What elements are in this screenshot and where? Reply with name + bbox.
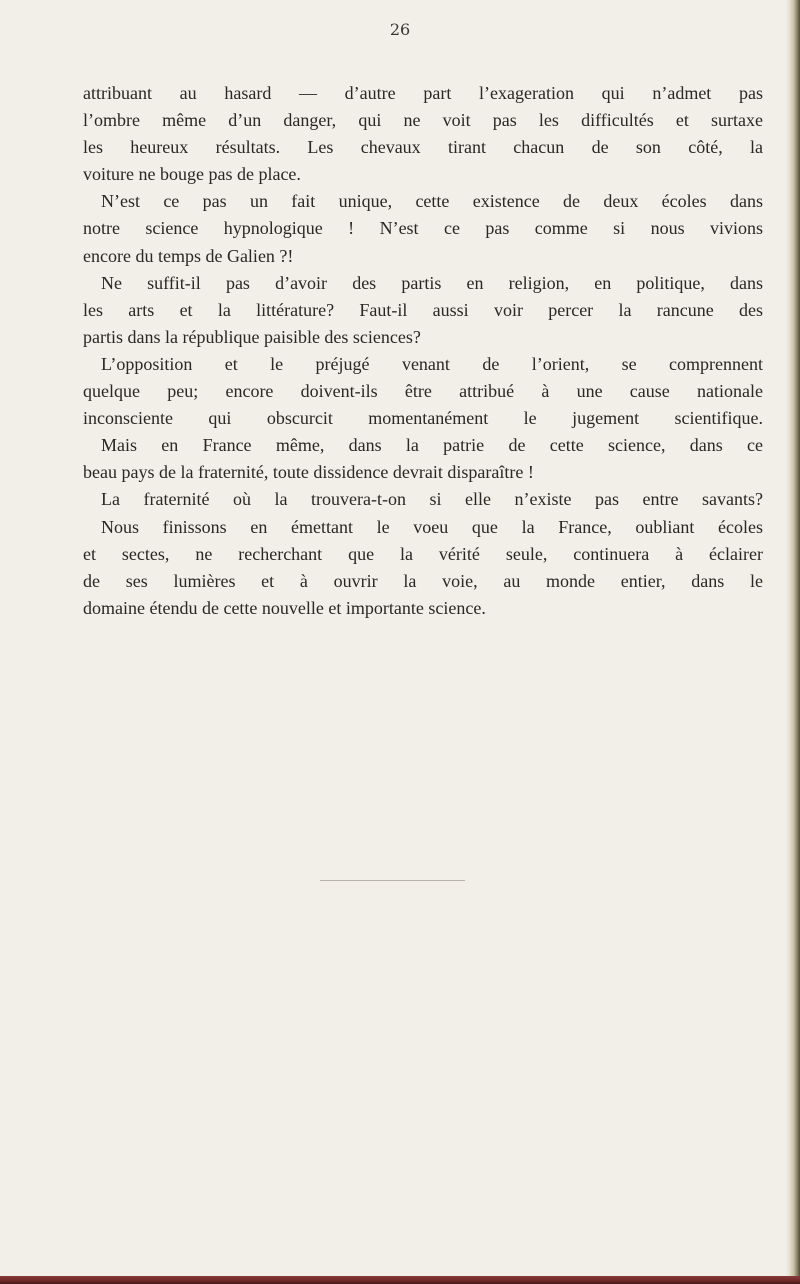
text-line: Nous finissons en émettant le voeu que la France, oubliant écoles xyxy=(101,516,763,537)
text-line: notre science hypnologique ! N’est ce pas comme si nous vivions xyxy=(83,218,763,239)
text-line: L’opposition et le préjugé venant de l’orient, se comprennent xyxy=(101,353,763,374)
text-line: beau pays de la fraternité, toute dissidence devrait disparaître ! xyxy=(83,462,534,483)
page-number: 26 xyxy=(389,20,411,39)
page-bottom-edge xyxy=(0,1276,800,1284)
divider-rule xyxy=(320,880,465,881)
text-line: les arts et la littérature? Faut-il aussi voir percer la rancune des xyxy=(83,299,763,320)
text-line: Ne suffit-il pas d’avoir des partis en religion, en politique, dans xyxy=(101,272,763,293)
text-line: encore du temps de Galien ?! xyxy=(83,245,294,266)
text-line: partis dans la république paisible des sciences? xyxy=(83,326,421,347)
text-line: les heureux résultats. Les chevaux tirant chacun de son côté, la xyxy=(83,137,763,158)
text-line: et sectes, ne recherchant que la vérité seule, continuera à éclairer xyxy=(83,543,763,564)
text-line: de ses lumières et à ouvrir la voie, au monde entier, dans le xyxy=(83,570,763,591)
text-line: quelque peu; encore doivent-ils être attribué à une cause nationale xyxy=(83,381,763,402)
text-line: l’ombre même d’un danger, qui ne voit pas les difficultés et surtaxe xyxy=(83,110,763,131)
text-line: voiture ne bouge pas de place. xyxy=(83,164,301,185)
text-line: attribuant au hasard — d’autre part l’exageration qui n’admet pas xyxy=(83,83,763,103)
body-text xyxy=(83,80,763,622)
text-line: La fraternité où la trouvera-t-on si elle n’existe pas entre savants? xyxy=(101,489,763,510)
text-line: N’est ce pas un fait unique, cette existence de deux écoles dans xyxy=(101,191,763,212)
text-line: domaine étendu de cette nouvelle et importante science. xyxy=(83,597,486,618)
page-edge-shadow xyxy=(786,0,800,1284)
text-line: inconsciente qui obscurcit momentanément le jugement scientifique. xyxy=(83,408,763,429)
text-line: Mais en France même, dans la patrie de cette science, dans ce xyxy=(101,435,763,456)
